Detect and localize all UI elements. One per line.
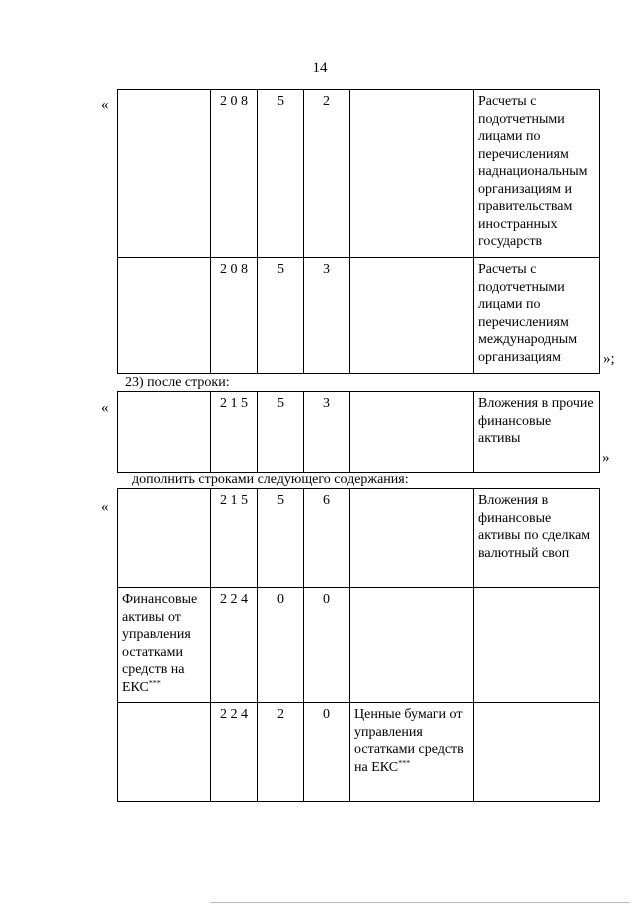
code-cell: 2 0 8 <box>211 90 258 258</box>
code-cell: 2 1 5 <box>211 392 258 473</box>
table-row <box>118 90 600 258</box>
code-cell <box>350 588 474 703</box>
name-cell <box>118 392 211 473</box>
instruction-text: дополнить строками следующего содержания: <box>132 472 409 487</box>
instruction-text: 23) после строки: <box>125 375 230 390</box>
description-cell: Расчеты с подотчетными лицами по перечислениям международным организациям <box>474 258 600 374</box>
code-cell: 0 <box>304 703 350 802</box>
closing-quote: » <box>602 450 610 466</box>
description-cell: Расчеты с подотчетными лицами по перечислениям наднациональным организациям и правительствам иностранных государств <box>474 90 600 258</box>
code-cell: 2 2 4 <box>211 588 258 703</box>
code-cell: 5 <box>258 392 304 473</box>
description-cell: Вложения в прочие финансовые активы <box>474 392 600 473</box>
code-cell <box>350 489 474 588</box>
opening-quote: « <box>101 97 109 113</box>
description-cell <box>474 703 600 802</box>
table-block-2 <box>117 391 600 473</box>
code-cell: 2 2 4 <box>211 703 258 802</box>
opening-quote: « <box>101 499 109 515</box>
table-row <box>118 392 600 473</box>
table-block-1 <box>117 89 600 374</box>
code-cell: 2 1 5 <box>211 489 258 588</box>
description-cell <box>474 588 600 703</box>
footnote-mark: *** <box>398 757 411 767</box>
code-cell <box>350 392 474 473</box>
code-cell: 6 <box>304 489 350 588</box>
code-cell: 2 0 8 <box>211 258 258 374</box>
code-cell <box>350 258 474 374</box>
code-cell <box>350 90 474 258</box>
code-cell: 0 <box>258 588 304 703</box>
scan-edge-line <box>210 902 630 903</box>
name-cell <box>118 588 211 703</box>
name-cell <box>118 489 211 588</box>
opening-quote: « <box>101 400 109 416</box>
name-text: Финансовые активы от управления остатками средств на ЕКС <box>122 592 198 695</box>
closing-quote: »; <box>603 351 615 367</box>
code-cell: 3 <box>304 258 350 374</box>
code-cell: 5 <box>258 258 304 374</box>
table-row <box>118 489 600 588</box>
code-cell: 5 <box>258 489 304 588</box>
page-number: 14 <box>312 60 328 76</box>
name-cell <box>118 258 211 374</box>
code-cell: 2 <box>304 90 350 258</box>
code-cell: 2 <box>258 703 304 802</box>
code-cell: 0 <box>304 588 350 703</box>
securities-text: Ценные бумаги от управления остатками средств на ЕКС <box>354 707 464 775</box>
name-cell <box>118 703 211 802</box>
code-cell: 3 <box>304 392 350 473</box>
table-row <box>118 258 600 374</box>
description-cell: Вложения в финансовые активы по сделкам валютный своп <box>474 489 600 588</box>
table-block-3 <box>117 488 600 802</box>
name-cell <box>118 90 211 258</box>
table-row <box>118 588 600 703</box>
table-row <box>118 703 600 802</box>
code-cell <box>350 703 474 802</box>
code-cell: 5 <box>258 90 304 258</box>
footnote-mark: *** <box>148 677 161 687</box>
